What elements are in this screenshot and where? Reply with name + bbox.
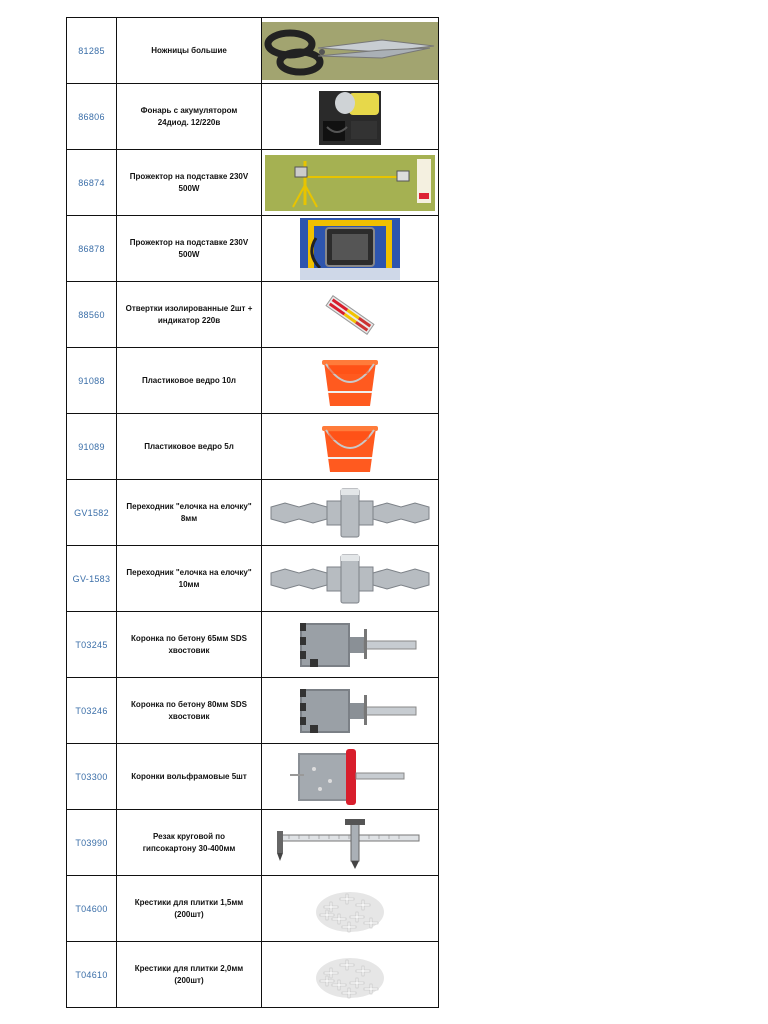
table-row (67, 348, 439, 414)
tile-spacers-image (262, 876, 439, 942)
product-name: Переходник "елочка на елочку" 10мм (117, 546, 262, 612)
table-row (67, 612, 439, 678)
article-code: GV1582 (67, 480, 117, 546)
article-code: T03246 (67, 678, 117, 744)
screwdrivers-image (262, 282, 439, 348)
table-row (67, 744, 439, 810)
article-code: T03300 (67, 744, 117, 810)
product-name: Фонарь с акумулятором 24диод. 12/220в (117, 84, 262, 150)
product-table (66, 17, 439, 1008)
flashlight-image (262, 84, 439, 150)
table-row (67, 414, 439, 480)
bucket-image (262, 414, 439, 480)
article-code: T04610 (67, 942, 117, 1008)
floodlight-stand-image (262, 216, 439, 282)
core-bit-image (262, 678, 439, 744)
product-name: Резак круговой по гипсокартону 30-400мм (117, 810, 262, 876)
core-bit-image (262, 612, 439, 678)
table-row (67, 150, 439, 216)
table-row (67, 216, 439, 282)
tungsten-hole-saw-image (262, 744, 439, 810)
article-code: 88560 (67, 282, 117, 348)
bucket-image (262, 348, 439, 414)
table-row (67, 18, 439, 84)
article-code: T04600 (67, 876, 117, 942)
product-name: Пластиковое ведро 10л (117, 348, 262, 414)
product-name: Прожектор на подставке 230V 500W (117, 216, 262, 282)
article-code: T03990 (67, 810, 117, 876)
table-row (67, 480, 439, 546)
article-code: T03245 (67, 612, 117, 678)
table-row (67, 678, 439, 744)
circle-cutter-image (262, 810, 439, 876)
floodlight-tripod-image (262, 150, 439, 216)
hose-connector-image (262, 480, 439, 546)
article-code: 86878 (67, 216, 117, 282)
table-row (67, 84, 439, 150)
table-row (67, 810, 439, 876)
product-name: Крестики для плитки 2,0мм (200шт) (117, 942, 262, 1008)
product-name: Ножницы большие (117, 18, 262, 84)
product-name: Переходник "елочка на елочку" 8мм (117, 480, 262, 546)
scissors-image (262, 18, 439, 84)
article-code: GV-1583 (67, 546, 117, 612)
article-code: 86874 (67, 150, 117, 216)
article-code: 81285 (67, 18, 117, 84)
product-name: Прожектор на подставке 230V 500W (117, 150, 262, 216)
article-code: 91088 (67, 348, 117, 414)
product-table-body (67, 18, 439, 1008)
table-row (67, 876, 439, 942)
article-code: 86806 (67, 84, 117, 150)
product-name: Коронка по бетону 65мм SDS хвостовик (117, 612, 262, 678)
table-row (67, 942, 439, 1008)
product-name: Коронки вольфрамовые 5шт (117, 744, 262, 810)
table-row (67, 546, 439, 612)
tile-spacers-image (262, 942, 439, 1008)
product-name: Крестики для плитки 1,5мм (200шт) (117, 876, 262, 942)
article-code: 91089 (67, 414, 117, 480)
table-row (67, 282, 439, 348)
product-name: Пластиковое ведро 5л (117, 414, 262, 480)
product-name: Коронка по бетону 80мм SDS хвостовик (117, 678, 262, 744)
product-name: Отвертки изолированные 2шт + индикатор 220в (117, 282, 262, 348)
hose-connector-image (262, 546, 439, 612)
